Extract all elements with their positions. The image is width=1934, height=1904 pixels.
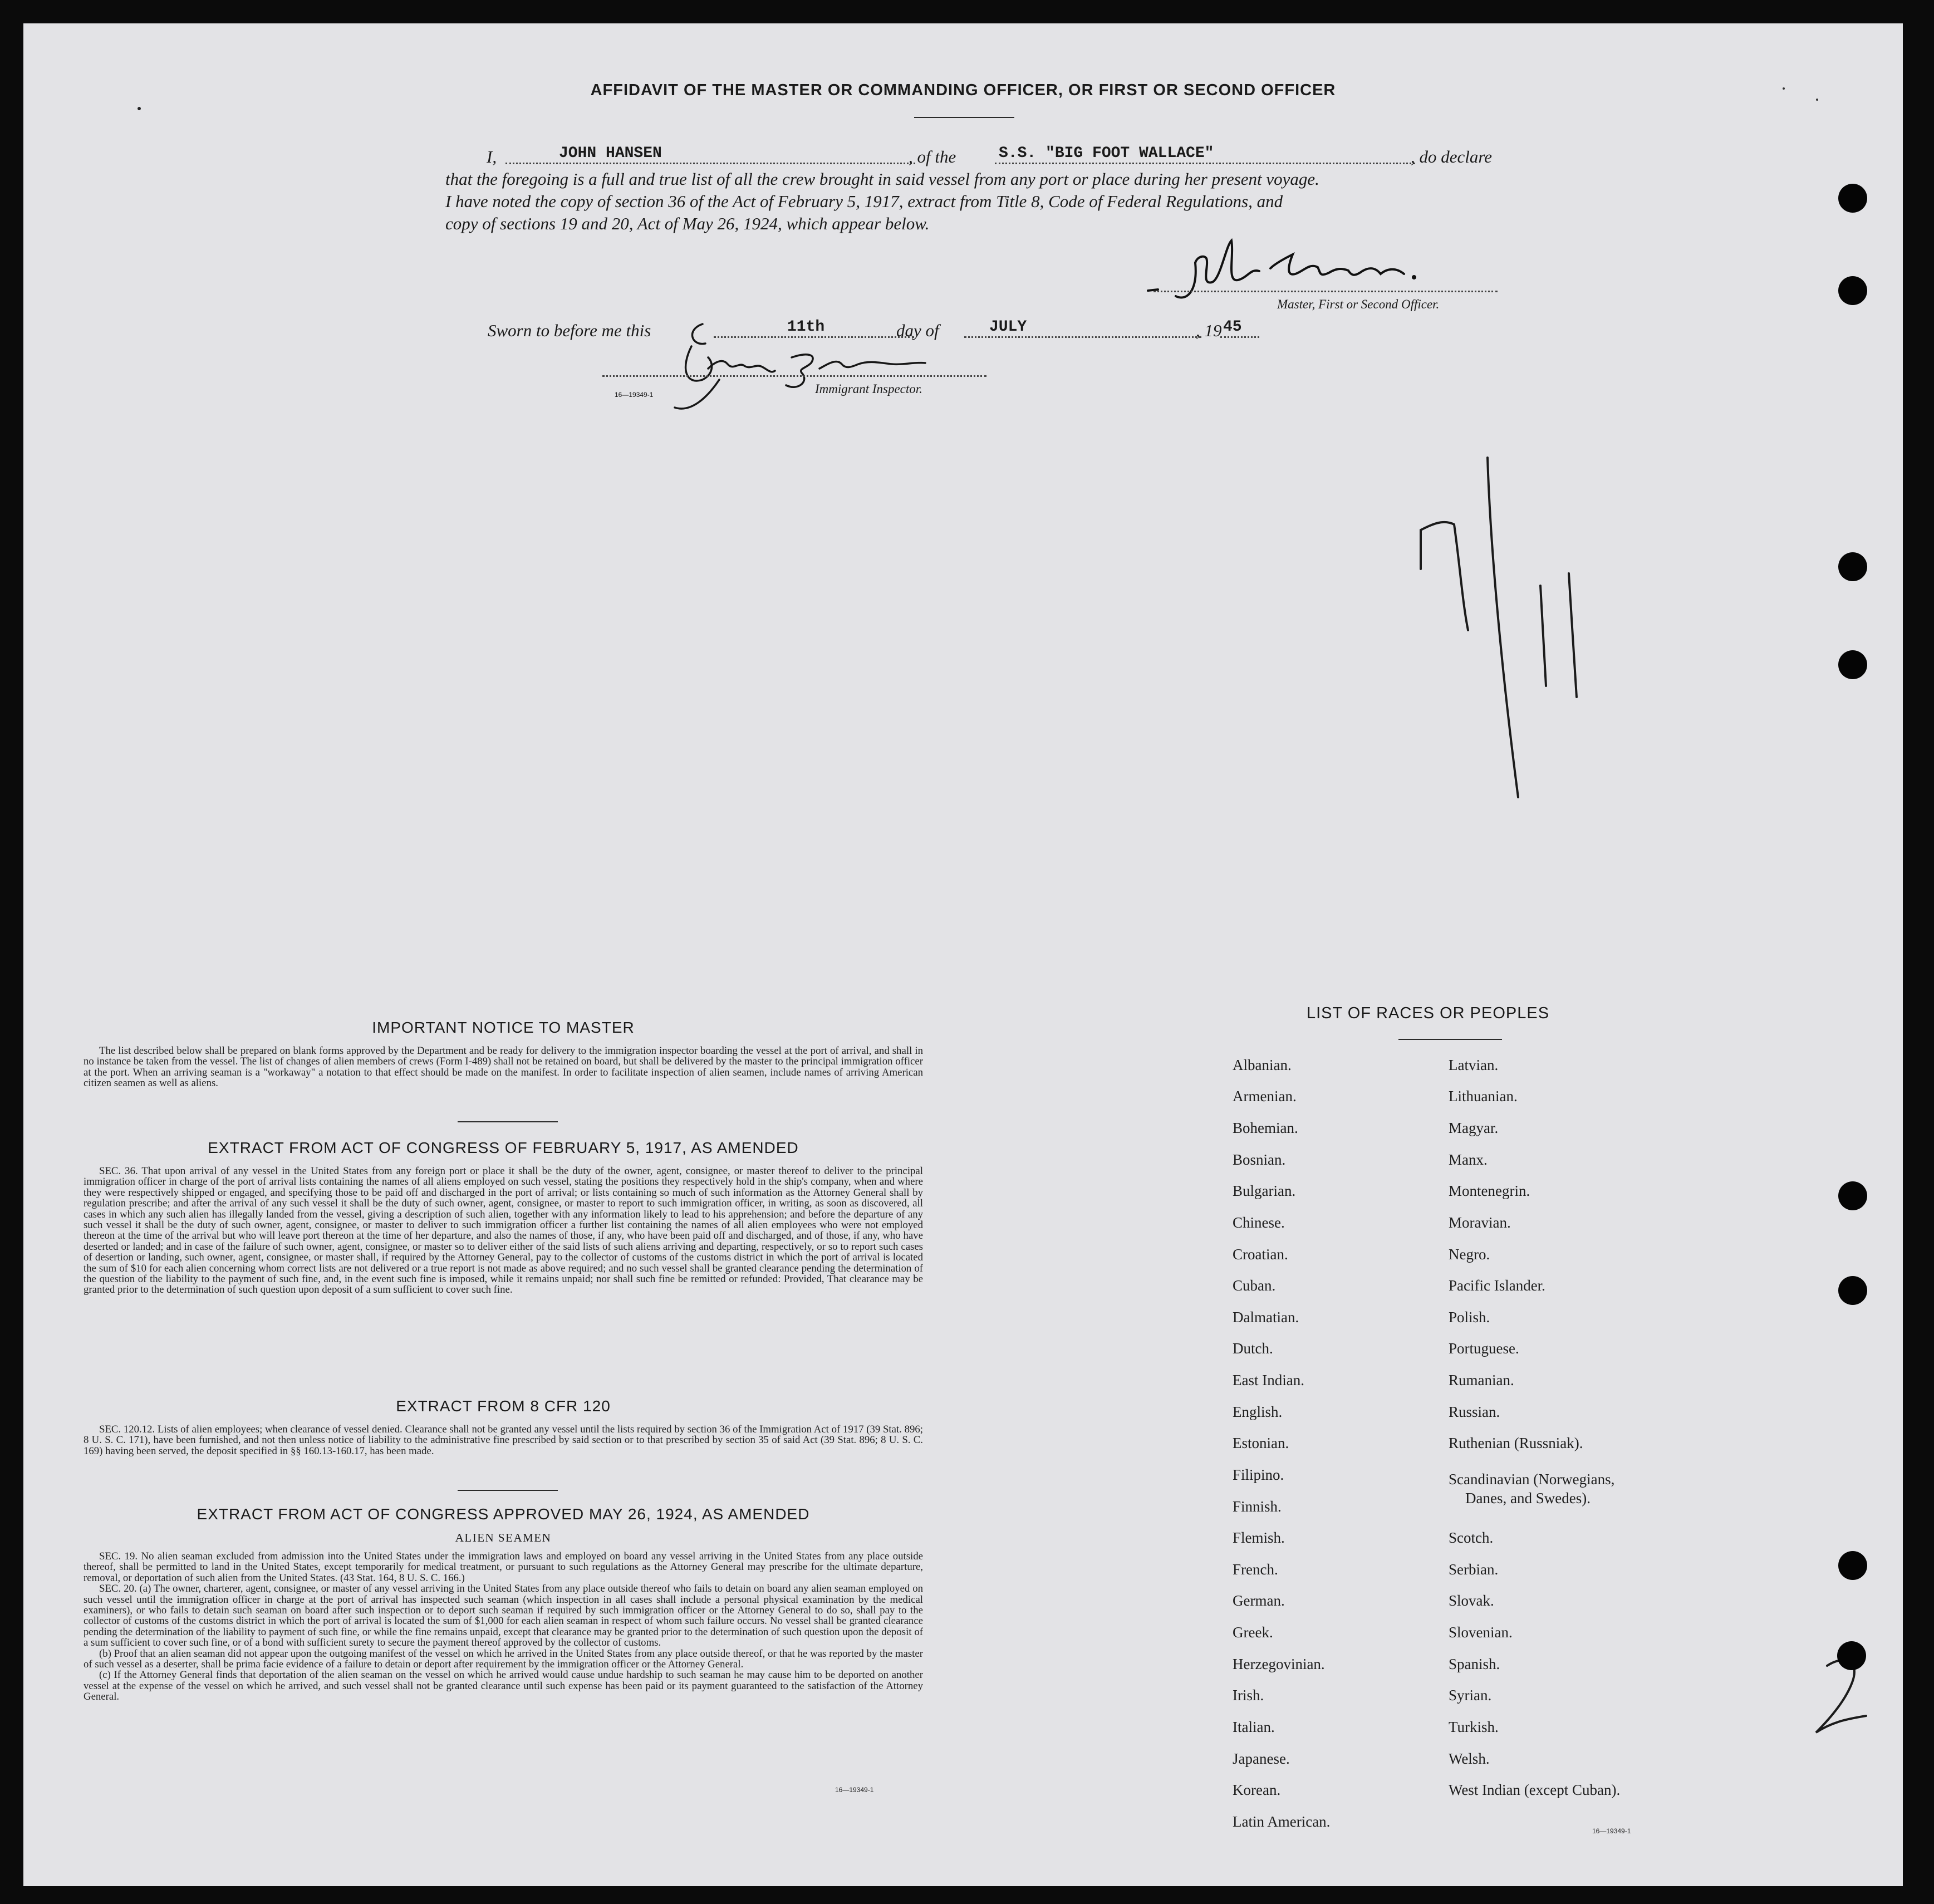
affidavit-title: AFFIDAVIT OF THE MASTER OR COMMANDING OFFICER, OR FIRST OR SECOND OFFICER: [590, 81, 1336, 99]
extract-1917-body: [84, 1166, 923, 1295]
affidavit-line-2: that the foregoing is a full and true list of all the crew brought in said vessel from any port or place during her present voyage.: [445, 169, 1319, 189]
inspector-signature: [625, 313, 970, 424]
punch-hole: [1838, 276, 1867, 305]
race-item: Manx.: [1449, 1151, 1488, 1168]
vessel-name-line: [995, 163, 1415, 164]
race-item: Turkish.: [1449, 1719, 1499, 1735]
race-item: Ruthenian (Russniak).: [1449, 1435, 1583, 1451]
race-item: Italian.: [1233, 1719, 1275, 1735]
document-page: [23, 23, 1903, 1886]
race-item: Latvian.: [1449, 1057, 1499, 1073]
race-item: Croatian.: [1233, 1246, 1288, 1263]
race-item: West Indian (except Cuban).: [1449, 1782, 1621, 1798]
affidavit-title-rule: [914, 117, 1014, 118]
affidavit-of-the-label: , of the: [909, 147, 956, 166]
year-line: [1220, 336, 1259, 338]
punch-hole: [1838, 1551, 1867, 1580]
section-36-paragraph: SEC. 36. That upon arrival of any vessel in the United States from any foreign port or place it shall be the duty of the owner, agent, consignee, or master thereof to deliver to the principal immigration officer in charge of the port of arrival lists containing the names of all aliens employed on such vessel, stating the positions they respectively hold in the ship's company, when and where they were respectively shipped or engaged, and specifying those to be paid off and discharged in the port of arrival; or lists containing so much of such information as the Attorney General shall by regulation prescribe; and after the arrival of any such vessel it shall be the duty of such owner, agent, consignee, or master to report to such immigration officer, in writing, as soon as discovered, all cases in which any such alien has illegally landed from the vessel, giving a description of such alien, together with any information likely to lead to his apprehension; and before the departure of any such vessel it shall be the duty of such owner, agent, consignee, or master to deliver to such immigration officer a further list containing the names of all alien employees who were not employed thereon at the time of the arrival but who will leave port thereon at the time of her departure, and also the names of those, if any, who have been paid off and discharged, and of those, if any, who have deserted or landed; and in case of the failure of such owner, agent, consignee, or master so to deliver either of the said lists of such aliens arriving and departing, respectively, or so to report such cases of desertion or landing, such owner, agent, consignee, or master shall, if required by the Attorney General, pay to the collector of customs of the customs district in which the port of arrival is located the sum of $10 for each alien concerning whom correct lists are not delivered or a true report is not made as above required; and no such vessel shall be granted clearance pending the determination of the question of the liability to the payment of such fine, and, in the event such fine is imposed, while it remains unpaid; nor shall such fine be remitted or refunded: Provided, That clearance may be granted prior to the determination of such question upon deposit of a sum sufficient to cover such fine.: [84, 1165, 923, 1296]
race-item: Irish.: [1233, 1687, 1264, 1704]
master-caption: Master, First or Second Officer.: [1277, 297, 1440, 311]
race-item: Dutch.: [1233, 1340, 1273, 1357]
races-form-number: 16—19349-1: [1592, 1827, 1631, 1835]
race-item: English.: [1233, 1404, 1283, 1420]
affidavit-do-declare: , do declare: [1411, 147, 1493, 166]
stray-mark: [138, 107, 141, 110]
race-item: Cuban.: [1233, 1277, 1276, 1294]
race-item: Pacific Islander.: [1449, 1277, 1545, 1294]
race-item: Portuguese.: [1449, 1340, 1519, 1357]
master-signature: [1142, 224, 1465, 307]
day-of-label: day of: [896, 321, 939, 340]
year-value: 45: [1223, 318, 1242, 336]
race-item: Estonian.: [1233, 1435, 1289, 1451]
vessel-name-value: S.S. "BIG FOOT WALLACE": [999, 145, 1214, 162]
race-item: Serbian.: [1449, 1561, 1499, 1578]
race-item: Chinese.: [1233, 1214, 1285, 1231]
race-item: Flemish.: [1233, 1529, 1285, 1546]
race-item: Magyar.: [1449, 1120, 1499, 1136]
extract-1924-title: EXTRACT FROM ACT OF CONGRESS APPROVED MAY 26, 1924, AS AMENDED: [197, 1505, 810, 1523]
alien-seamen-subtitle: ALIEN SEAMEN: [455, 1531, 552, 1544]
punch-hole: [1837, 1641, 1866, 1670]
race-item: Greek.: [1233, 1624, 1273, 1641]
affidavit-line-4: copy of sections 19 and 20, Act of May 26, 1924, which appear below.: [445, 214, 930, 233]
section-divider: [458, 1490, 558, 1491]
section-20a-paragraph: SEC. 20. (a) The owner, charterer, agent, consignee, or master of any vessel arriving in the United States from any place outside thereof who fails to detain on board any alien seaman employed on such vessel until the immigration officer in charge at the port of arrival has inspected such seaman (which inspection in all cases shall include a personal physical examination by the medical examiners), or who fails to detain such seaman on board after such inspection or to deport such seaman if required by such immigration officer or the Attorney General to do so, shall pay to the collector of customs of the customs district in which the port of arrival is located the sum of $1,000 for each alien seaman in respect of whom such failure occurs. No vessel shall be granted clearance pending the determination of the liability to payment of such fine, or while the fine remains unpaid, except that clearance may be granted prior to the determination of such question upon the deposit of a sum sufficient to cover such fine, or of a bond with sufficient surety to secure the payment thereof approved by the collector of customs.: [84, 1583, 923, 1649]
race-item: Rumanian.: [1449, 1372, 1514, 1388]
punch-hole: [1838, 552, 1867, 581]
master-name-line: [505, 163, 915, 164]
section-divider: [458, 1121, 558, 1122]
inspector-signature-line: [602, 375, 986, 377]
section-20b-paragraph: (b) Proof that an alien seaman did not appear upon the outgoing manifest of the vessel on which he arrived in the United States from any place outside thereof, or that he was reported by the master of such vessel as a deserter, shall be prima facie evidence of a failure to detain or deport after requirement by the immigration officer or the Attorney General.: [84, 1647, 923, 1671]
sworn-day-value: 11th: [787, 318, 825, 336]
notice-title: IMPORTANT NOTICE TO MASTER: [372, 1019, 635, 1036]
race-item: Syrian.: [1449, 1687, 1492, 1704]
race-item: French.: [1233, 1561, 1278, 1578]
race-item: Negro.: [1449, 1246, 1490, 1263]
year-prefix: , 19: [1196, 321, 1222, 340]
master-name-value: JOHN HANSEN: [559, 145, 662, 162]
extract-form-number: 16—19349-1: [835, 1786, 874, 1794]
scan-border-left: [0, 0, 23, 1904]
notice-body: [84, 1046, 923, 1089]
race-item: East Indian.: [1233, 1372, 1304, 1388]
race-item: Slovenian.: [1449, 1624, 1513, 1641]
section-20c-paragraph: (c) If the Attorney General finds that deportation of the alien seaman on the vessel on which he arrived would cause undue hardship to such seaman he may cause him to be deported on another vessel at the expense of the vessel on which he arrived, and such vessel shall not be granted clearance until such expense has been paid or its payment guaranteed to the satisfaction of the Attorney General.: [84, 1669, 923, 1703]
affidavit-i-label: I,: [487, 147, 497, 166]
race-item: Albanian.: [1233, 1057, 1292, 1073]
inspector-caption: Immigrant Inspector.: [815, 382, 922, 396]
punch-hole: [1838, 1276, 1867, 1305]
race-item: Slovak.: [1449, 1592, 1494, 1609]
master-signature-line: [1153, 291, 1498, 292]
race-item: Herzegovinian.: [1233, 1656, 1325, 1672]
race-item: Polish.: [1449, 1309, 1490, 1326]
race-item: Finnish.: [1233, 1498, 1282, 1515]
race-item: Bosnian.: [1233, 1151, 1286, 1168]
section-19-paragraph: SEC. 19. No alien seaman excluded from admission into the United States under the immigration laws and employed on board any vessel arriving in the United States from any place outside thereof, shall be permitted to land in the United States, except temporarily for medical treatment, or pursuant to such regulations as the Attorney General may prescribe for the ultimate departure, removal, or deportation of such alien from the United States. (43 Stat. 164, 8 U. S. C. 166.): [84, 1550, 923, 1584]
scan-border-right: [1903, 0, 1934, 1904]
race-item: Korean.: [1233, 1782, 1281, 1798]
affidavit-line-3: I have noted the copy of section 36 of the Act of February 5, 1917, extract from Title 8, Code of Federal Regulations, and: [445, 192, 1283, 211]
notice-paragraph: The list described below shall be prepared on blank forms approved by the Department and be ready for delivery to the immigration inspector boarding the vessel at the port of arrival, and shall in no instance be taken from the vessel. The list of changes of alien members of crews (Form I-489) shall not be retained on board, but shall be delivered by the master to the principal immigration officer at the port. When an arriving seaman is a "workaway" a notation to that effect should be made on the manifest. In order to facilitate inspection of alien seamen, include names of arriving American citizen seamen as well as aliens.: [84, 1045, 923, 1090]
sworn-month-value: JULY: [989, 318, 1027, 336]
sworn-month-line: [964, 336, 1201, 338]
race-item: Bulgarian.: [1233, 1182, 1296, 1199]
punch-hole: [1838, 184, 1867, 213]
race-item: Dalmatian.: [1233, 1309, 1299, 1326]
race-item: Spanish.: [1449, 1656, 1500, 1672]
race-item: Scandinavian (Norwegians,: [1449, 1471, 1615, 1488]
race-item: Welsh.: [1449, 1750, 1490, 1767]
section-120-12-paragraph: SEC. 120.12. Lists of alien employees; when clearance of vessel denied. Clearance shall not be granted any vessel until the lists required by section 36 of the Immigration Act of 1917 (39 Stat. 896; 8 U. S. C. 171), have been furnished, and not then unless notice of liability to the administrative fine prescribed by said section or to that prescribed by section 35 of said Act (39 Stat. 896; 8 U. S. C. 169) having been served, the deposit specified in §§ 160.13-160.17, has been made.: [84, 1424, 923, 1457]
punch-hole: [1838, 650, 1867, 679]
race-item: Latin American.: [1233, 1813, 1331, 1830]
race-item: Bohemian.: [1233, 1120, 1298, 1136]
race-item: Japanese.: [1233, 1750, 1290, 1767]
extract-cfr-body: [84, 1424, 923, 1456]
sworn-label: Sworn to before me this: [488, 321, 651, 340]
race-item: Lithuanian.: [1449, 1088, 1518, 1105]
affidavit-form-number: 16—19349-1: [615, 391, 654, 399]
extract-cfr-title: EXTRACT FROM 8 CFR 120: [396, 1397, 611, 1415]
extract-1924-body: [84, 1551, 923, 1702]
race-item: German.: [1233, 1592, 1285, 1609]
race-item: Filipino.: [1233, 1466, 1284, 1483]
scan-border-bottom: [0, 1886, 1934, 1904]
punch-hole: [1838, 1181, 1867, 1210]
stray-mark: [1816, 99, 1818, 101]
race-item-continued: Danes, and Swedes).: [1465, 1490, 1591, 1506]
extract-1917-title: EXTRACT FROM ACT OF CONGRESS OF FEBRUARY 5, 1917, AS AMENDED: [208, 1139, 799, 1156]
stray-mark: [1783, 87, 1785, 90]
race-item: Moravian.: [1449, 1214, 1511, 1231]
scan-border-top: [0, 0, 1934, 23]
races-title: LIST OF RACES OR PEOPLES: [1307, 1004, 1550, 1022]
race-item: Montenegrin.: [1449, 1182, 1530, 1199]
races-title-rule: [1398, 1039, 1502, 1040]
handwritten-tally-marks: [1382, 435, 1638, 814]
race-item: Russian.: [1449, 1404, 1500, 1420]
race-item: Scotch.: [1449, 1529, 1494, 1546]
race-item: Armenian.: [1233, 1088, 1297, 1105]
